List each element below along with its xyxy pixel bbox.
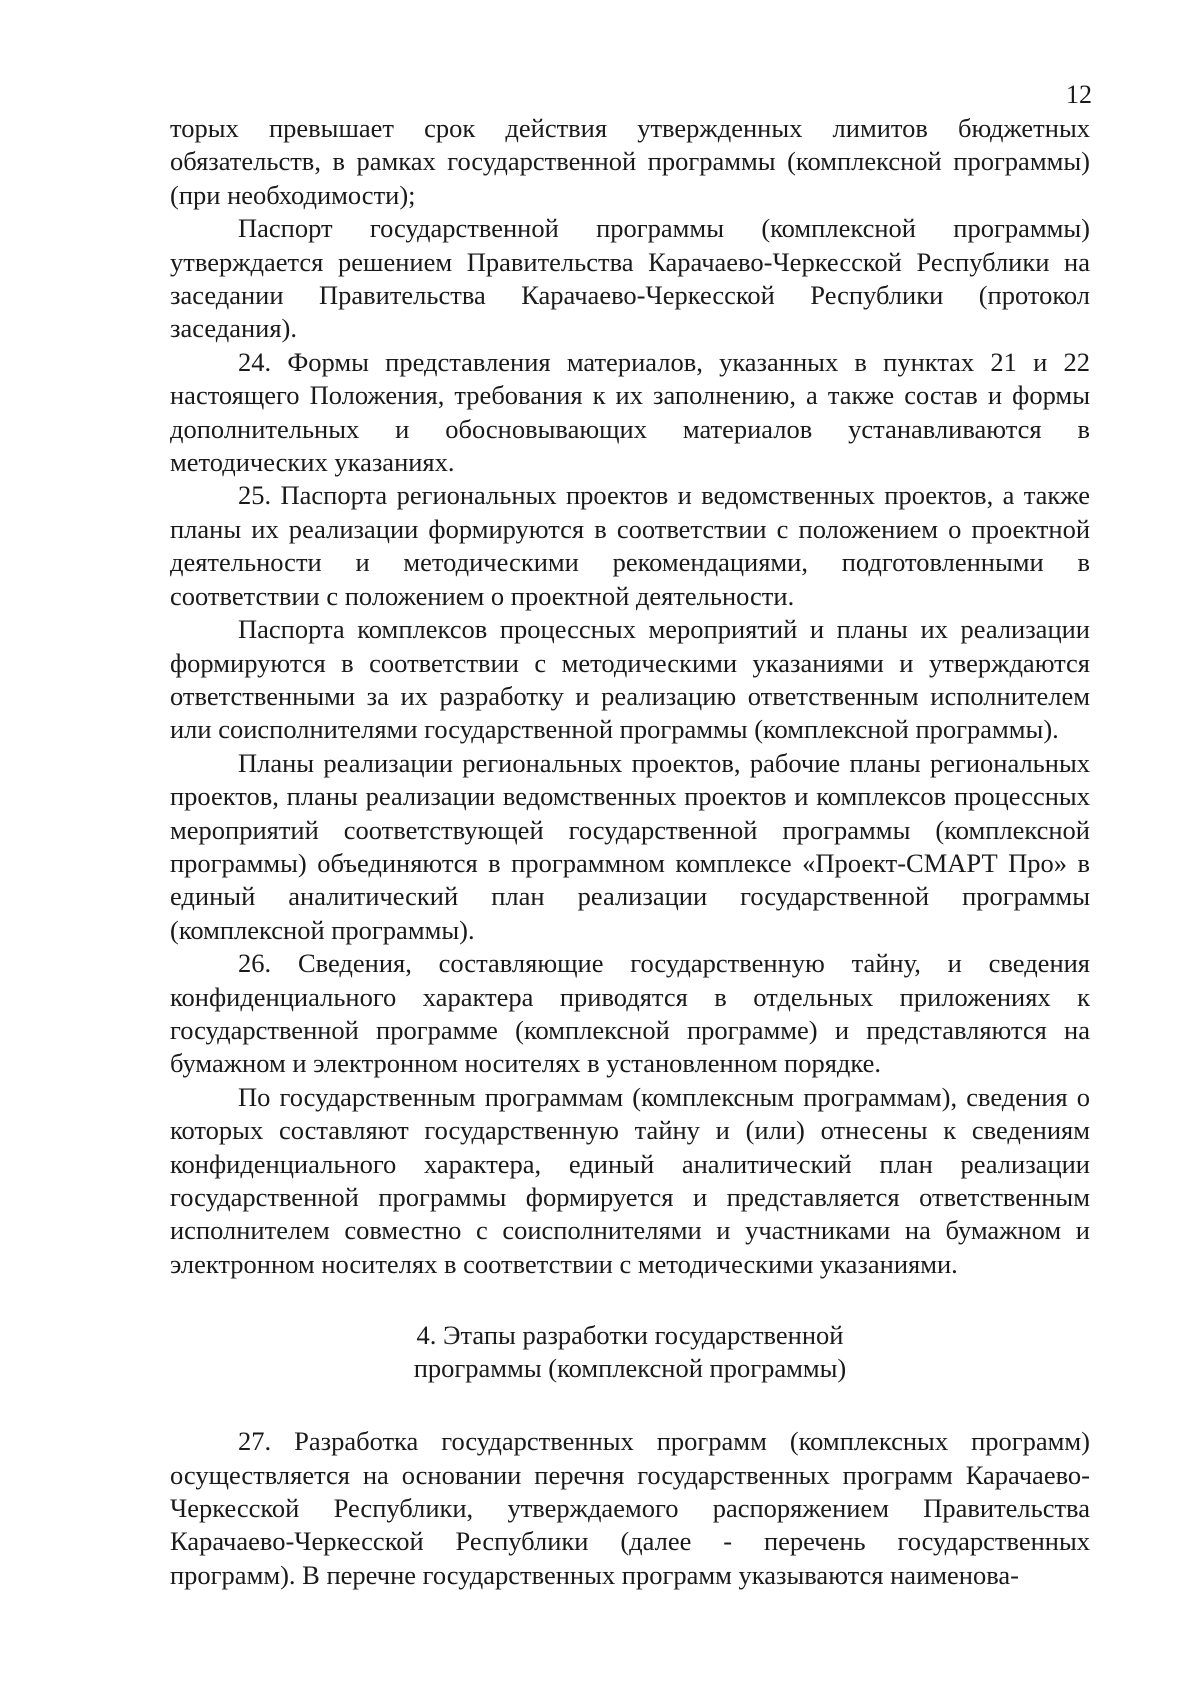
section-heading-line-2: программы (комплексной программы) — [413, 1353, 847, 1384]
paragraph-25: 25. Паспорта региональных проектов и ведомственных проектов, а также планы их реализации формируются в соответствии с положением о проектной деятельности и методическими рекомендациями, подготовленными в соответствии с положением о проектной деятельности. — [170, 480, 1090, 611]
section-heading — [170, 1319, 1090, 1385]
page-number: 12 — [1066, 80, 1092, 109]
paragraph-25-plans: Планы реализации региональных проектов, рабочие планы региональных проектов, планы реализации ведомственных проектов и комплексов процессных мероприятий соответствующей государственной программы (комплексной программы) объединяются в программном комплексе «Проект-СМАРТ Про» в единый аналитический план реализации государственной программы (комплексной программы). — [170, 747, 1090, 945]
paragraph-26: 26. Сведения, составляющие государственную тайну, и сведения конфиденциального характера приводятся в отдельных приложениях к государственной программе (комплексной программе) и представляются на бумажном и электронном носителях в установленном порядке. — [170, 948, 1090, 1079]
paragraph-passport-approval: Паспорт государственной программы (комплексной программы) утверждается решением Правительства Карачаево-Черкесской Республики на заседании Правительства Карачаево-Черкесской Республики (протокол заседания). — [170, 213, 1090, 344]
paragraph-25-processes: Паспорта комплексов процессных мероприятий и планы их реализации формируются в соответствии с методическими указаниями и утверждаются ответственными за их разработку и реализацию ответственным исполнителем или соисполнителями государственной программы (комплексной программы). — [170, 614, 1090, 745]
section-heading-line-1: 4. Этапы разработки государственной — [416, 1320, 844, 1351]
paragraph-24: 24. Формы представления материалов, указанных в пунктах 21 и 22 настоящего Положения, требования к их заполнению, а также состав и формы дополнительных и обосновывающих материалов устанавливаются в методических указаниях. — [170, 346, 1090, 478]
paragraph-continuation: торых превышает срок действия утвержденных лимитов бюджетных обязательств, в рамках государственной программы (комплексной программы) (при необходимости); — [170, 113, 1090, 210]
paragraph-27: 27. Разработка государственных программ (комплексных программ) осуществляется на основании перечня государственных программ Карачаево-Черкесской Республики, утверждаемого распоряжением Правительства Карачаево-Черкесской Республики (далее - перечень государственных программ). В перечне государственных программ указываются наименова- — [170, 1426, 1090, 1590]
document-body — [170, 112, 1090, 1592]
paragraph-26-secret: По государственным программам (комплексным программам), сведения о которых составляют государственную тайну и (или) отнесены к сведениям конфиденциального характера, единый аналитический план реализации государственной программы формируется и представляется ответственным исполнителем совместно с соисполнителями и участниками на бумажном и электронном носителях в соответствии с методическими указаниями. — [170, 1081, 1090, 1279]
